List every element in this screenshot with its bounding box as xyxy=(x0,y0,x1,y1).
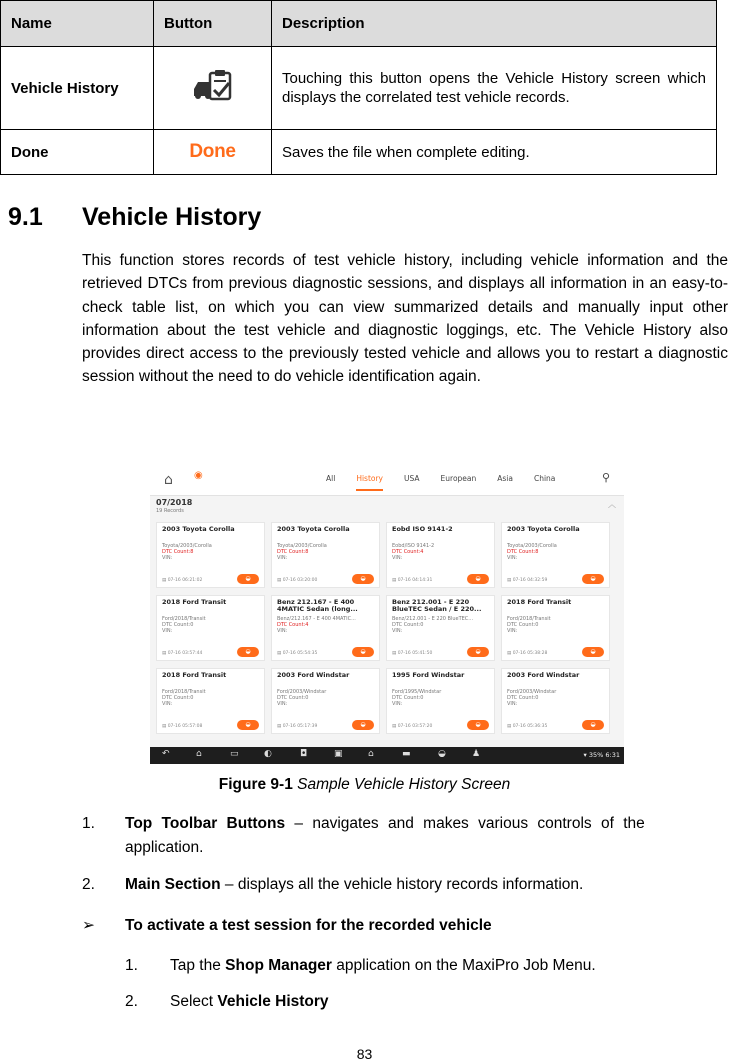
card-title: Eobd ISO 9141-2 xyxy=(392,525,453,533)
button-table xyxy=(0,0,717,175)
row-description: Saves the file when complete editing. xyxy=(272,130,717,175)
card-vehicle: Ford/2003/Windstar xyxy=(507,689,557,695)
card-dtc-count: DTC Count:0 xyxy=(507,695,539,701)
procedure-title: To activate a test session for the recorded vehicle xyxy=(125,917,492,934)
step-text: application on the MaxiPro Job Menu. xyxy=(336,957,596,974)
list-item xyxy=(125,813,728,835)
car-icon: ◒ xyxy=(467,574,489,584)
card-timestamp: ▤ 07-16 05:57:08 xyxy=(162,724,203,729)
record-card xyxy=(501,522,610,588)
card-vehicle: Ford/2018/Transit xyxy=(162,689,206,695)
card-timestamp: ▤ 07-16 03:20:00 xyxy=(277,578,318,583)
card-vehicle: Toyota/2003/Corolla xyxy=(507,543,557,549)
card-vin: VIN: xyxy=(392,628,403,634)
list-item-text: – navigates and makes various controls of the xyxy=(294,815,645,832)
list-item-text: – displays all the vehicle history records information. xyxy=(224,876,584,893)
car-icon: ◒ xyxy=(237,720,259,730)
car-icon: ◒ xyxy=(467,720,489,730)
card-vehicle: Ford/2003/Windstar xyxy=(277,689,327,695)
card-title: 2018 Ford Transit xyxy=(162,671,227,679)
step-bold: Vehicle History xyxy=(217,993,329,1010)
card-dtc-count: DTC Count:8 xyxy=(507,549,539,555)
car-icon: ◒ xyxy=(237,574,259,584)
card-timestamp: ▤ 07-16 05:54:35 xyxy=(277,651,318,656)
card-timestamp-text: 07-16 06:21:02 xyxy=(167,578,203,583)
card-timestamp-text: 07-16 05:41:50 xyxy=(397,651,433,656)
record-card xyxy=(501,595,610,661)
card-dtc-count: DTC Count:0 xyxy=(392,622,424,628)
card-timestamp: ▤ 07-16 05:36:35 xyxy=(507,724,548,729)
list-item-num: 1. xyxy=(82,815,95,832)
card-vin: VIN: xyxy=(392,701,403,707)
card-dtc-count: DTC Count:0 xyxy=(162,622,194,628)
user-icon: ♟ xyxy=(472,749,481,759)
row-name: Done xyxy=(1,130,154,175)
card-timestamp-text: 07-16 05:36:35 xyxy=(512,724,548,729)
list-item-bold: Main Section xyxy=(125,876,221,893)
tab-asia: Asia xyxy=(497,474,513,483)
card-timestamp-text: 07-16 03:57:20 xyxy=(397,724,433,729)
header-button: Button xyxy=(154,1,272,47)
card-vehicle: Benz/212.167 - E 400 4MATIC... xyxy=(277,616,356,622)
header-description: Description xyxy=(272,1,717,47)
card-vin: VIN: xyxy=(162,628,173,634)
vehicle-history-icon xyxy=(191,69,235,103)
browser-icon: ◐ xyxy=(264,749,272,759)
car-icon: ◒ xyxy=(352,720,374,730)
car-icon: ◒ xyxy=(352,647,374,657)
tab-china: China xyxy=(533,474,556,483)
android-nav-bar xyxy=(150,747,624,764)
card-vin: VIN: xyxy=(277,701,288,707)
card-timestamp-text: 07-16 03:57:44 xyxy=(167,651,203,656)
table-row xyxy=(1,130,717,175)
figure-title: Sample Vehicle History Screen xyxy=(297,776,511,793)
record-card xyxy=(271,668,380,734)
tab-all: All xyxy=(326,474,336,483)
list-item-num: 2. xyxy=(82,876,95,893)
card-dtc-count: DTC Count:0 xyxy=(392,695,424,701)
card-dtc-count: DTC Count:0 xyxy=(277,695,309,701)
table-row xyxy=(1,47,717,130)
chevron-up-icon: ︿ xyxy=(608,500,616,509)
card-timestamp-text: 07-16 05:57:08 xyxy=(167,724,203,729)
step-item xyxy=(170,955,596,977)
car-icon: ◒ xyxy=(582,647,604,657)
car-icon: ◒ xyxy=(467,647,489,657)
card-timestamp: ▤ 07-16 03:57:20 xyxy=(392,724,433,729)
table-header-row xyxy=(1,1,717,47)
section-paragraph: This function stores records of test vehicle history, including vehicle information and the retrieved DTCs from previous diagnostic sessions, and displays all information in an easy-to-check table list, on which you can view summarized details and manually input other information about the test vehicle and diagnostic loggings, etc. The Vehicle History also provides direct access to the previously tested vehicle and allows you to restart a diagnostic session without the need to do vehicle identification again. xyxy=(82,252,728,386)
status-clock: ▾ 35% 6:31 xyxy=(583,751,620,759)
card-vehicle: Toyota/2003/Corolla xyxy=(162,543,212,549)
vci-icon: ▬ xyxy=(402,749,411,759)
card-dtc-count: DTC Count:0 xyxy=(507,622,539,628)
card-vehicle: Benz/212.001 - E 220 BlueTEC... xyxy=(392,616,474,622)
card-dtc-count: DTC Count:8 xyxy=(162,549,194,555)
card-timestamp-text: 07-16 05:17:39 xyxy=(282,724,318,729)
card-title: Benz 212.001 - E 220 BlueTEC Sedan / E 220... xyxy=(392,598,482,613)
vin-logo-icon: ◉ xyxy=(194,470,203,481)
card-timestamp: ▤ 07-16 05:38:28 xyxy=(507,651,548,656)
row-button xyxy=(154,47,272,130)
card-timestamp: ▤ 07-16 04:32:59 xyxy=(507,578,548,583)
list-item xyxy=(125,874,583,896)
month-label: 07/2018 xyxy=(156,498,193,507)
done-button-image: Done xyxy=(189,141,236,162)
record-card xyxy=(156,595,265,661)
card-timestamp-text: 07-16 04:14:31 xyxy=(397,578,433,583)
tab-bar xyxy=(326,474,576,491)
card-title: 1995 Ford Windstar xyxy=(392,671,465,679)
record-card xyxy=(386,595,495,661)
card-vin: VIN: xyxy=(507,555,518,561)
figure-label: Figure 9-1 xyxy=(218,776,293,793)
card-dtc-count: DTC Count:0 xyxy=(162,695,194,701)
card-vin: VIN: xyxy=(162,555,173,561)
card-title: 2018 Ford Transit xyxy=(162,598,227,606)
card-vehicle: Toyota/2003/Corolla xyxy=(277,543,327,549)
vehicle-history-screenshot xyxy=(150,462,624,764)
card-vin: VIN: xyxy=(507,628,518,634)
tab-usa: USA xyxy=(404,474,420,483)
record-card xyxy=(501,668,610,734)
card-timestamp: ▤ 07-16 05:17:39 xyxy=(277,724,318,729)
recent-apps-icon: ▭ xyxy=(230,749,239,759)
camera-icon: ◘ xyxy=(300,749,308,759)
arrow-bullet-icon: ➢ xyxy=(82,917,95,934)
record-count: 19 Records xyxy=(156,508,184,514)
step-item xyxy=(170,991,329,1013)
clock-time: 6:31 xyxy=(605,751,620,759)
card-dtc-count: DTC Count:4 xyxy=(277,622,309,628)
card-timestamp-text: 07-16 05:54:35 xyxy=(282,651,318,656)
card-timestamp: ▤ 07-16 04:14:31 xyxy=(392,578,433,583)
step-text: Select xyxy=(170,993,214,1010)
card-dtc-count: DTC Count:8 xyxy=(277,549,309,555)
record-grid xyxy=(156,522,618,734)
car-icon: ◒ xyxy=(582,574,604,584)
record-card xyxy=(386,522,495,588)
record-card xyxy=(386,668,495,734)
home-nav-icon: ⌂ xyxy=(196,749,202,759)
record-card xyxy=(271,522,380,588)
card-title: 2003 Toyota Corolla xyxy=(277,525,350,533)
row-name: Vehicle History xyxy=(1,47,154,130)
step-num: 2. xyxy=(125,993,138,1010)
card-vehicle: Eobd/ISO 9141-2 xyxy=(392,543,435,549)
battery-level: 35% xyxy=(588,751,604,759)
figure-caption xyxy=(0,776,729,794)
card-timestamp: ▤ 07-16 03:57:44 xyxy=(162,651,203,656)
record-card xyxy=(271,595,380,661)
section-number: 9.1 xyxy=(8,203,43,231)
record-card xyxy=(156,668,265,734)
page-number: 83 xyxy=(356,1046,373,1062)
card-title: 2003 Toyota Corolla xyxy=(162,525,235,533)
car-icon: ◒ xyxy=(237,647,259,657)
home-icon: ⌂ xyxy=(164,472,173,488)
tab-history: History xyxy=(356,474,383,491)
car-icon: ◒ xyxy=(582,720,604,730)
tab-european: European xyxy=(440,474,477,483)
card-vin: VIN: xyxy=(507,701,518,707)
card-vehicle: Ford/2018/Transit xyxy=(507,616,551,622)
car-icon: ◒ xyxy=(438,749,446,759)
card-timestamp-text: 07-16 05:38:28 xyxy=(512,651,548,656)
step-num: 1. xyxy=(125,957,138,974)
card-timestamp-text: 07-16 03:20:00 xyxy=(282,578,318,583)
card-vin: VIN: xyxy=(277,628,288,634)
row-button xyxy=(154,130,272,175)
section-heading xyxy=(8,203,261,232)
card-timestamp: ▤ 07-16 05:41:50 xyxy=(392,651,433,656)
card-timestamp-text: 07-16 04:32:59 xyxy=(512,578,548,583)
top-toolbar xyxy=(150,462,624,496)
card-timestamp: ▤ 07-16 06:21:02 xyxy=(162,578,203,583)
record-card xyxy=(156,522,265,588)
screenshot-icon: ▣ xyxy=(334,749,343,759)
card-vehicle: Ford/1995/Windstar xyxy=(392,689,442,695)
card-title: 2018 Ford Transit xyxy=(507,598,572,606)
card-vin: VIN: xyxy=(392,555,403,561)
car-icon: ◒ xyxy=(352,574,374,584)
search-icon: ⚲ xyxy=(601,471,610,484)
card-title: 2003 Ford Windstar xyxy=(507,671,580,679)
maxipro-home-icon: ⌂ xyxy=(368,749,374,759)
card-title: 2003 Toyota Corolla xyxy=(507,525,580,533)
step-text: Tap the xyxy=(170,957,221,974)
card-title: 2003 Ford Windstar xyxy=(277,671,350,679)
back-icon: ↶ xyxy=(162,749,170,759)
header-name: Name xyxy=(1,1,154,47)
section-title: Vehicle History xyxy=(82,203,262,231)
card-title: Benz 212.167 - E 400 4MATIC Sedan (long... xyxy=(277,598,358,613)
card-vehicle: Ford/2018/Transit xyxy=(162,616,206,622)
card-vin: VIN: xyxy=(277,555,288,561)
card-dtc-count: DTC Count:4 xyxy=(392,549,424,555)
card-vin: VIN: xyxy=(162,701,173,707)
step-bold: Shop Manager xyxy=(225,957,332,974)
list-item-bold: Top Toolbar Buttons xyxy=(125,815,286,832)
list-item-cont: application. xyxy=(125,839,204,856)
row-description: Touching this button opens the Vehicle History screen which displays the correlated test vehicle records. xyxy=(272,47,717,130)
